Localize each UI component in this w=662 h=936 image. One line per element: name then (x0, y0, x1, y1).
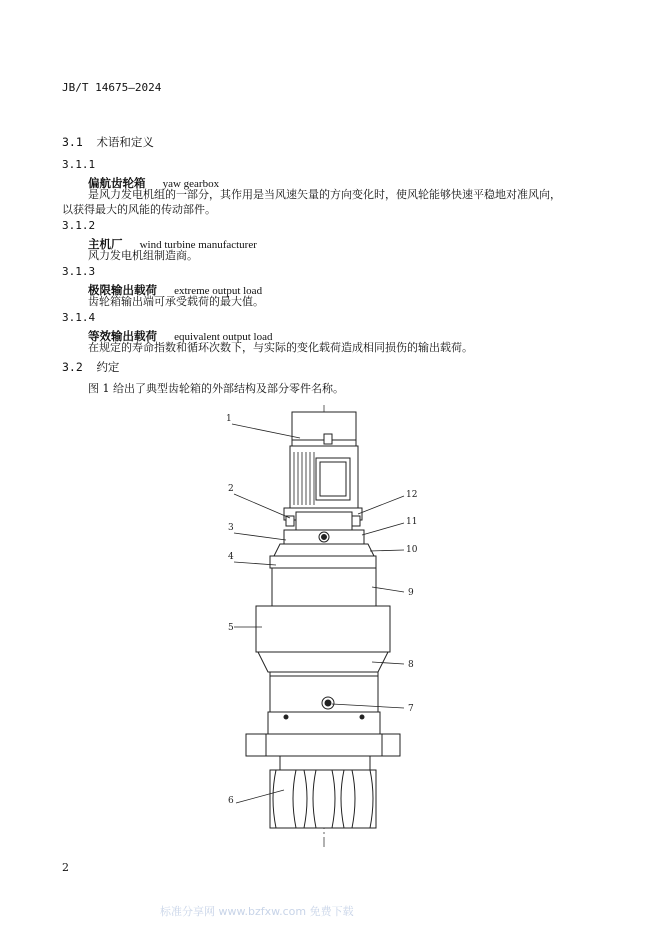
term-definition: 齿轮箱输出端可承受载荷的最大值。 (88, 295, 264, 308)
figure-intro: 图 1 给出了典型齿轮箱的外部结构及部分零件名称。 (88, 382, 344, 395)
term-en: extreme output load (174, 285, 263, 297)
term-cn: 极限输出载荷 (88, 283, 157, 297)
term-number: 3.1.1 (62, 158, 96, 171)
callout-5: 5 (228, 623, 234, 633)
term-definition: 是风力发电机组的一部分，其作用是当风速矢量的方向变化时，使风轮能够快速平稳地对准风向， (88, 188, 561, 201)
callout-11: 11 (406, 517, 418, 527)
callout-10: 10 (406, 545, 418, 555)
term-definition: 风力发电机组制造商。 (88, 249, 198, 262)
callout-7: 7 (408, 704, 414, 714)
term-cn: 等效输出载荷 (88, 329, 157, 343)
term-definition: 在规定的寿命指数和循环次数下，与实际的变化载荷造成相同损伤的输出载荷。 (88, 341, 473, 354)
term-cn: 偏航齿轮箱 (88, 176, 146, 190)
section-number: 3.2 (62, 360, 83, 374)
callout-2: 2 (228, 484, 234, 494)
callout-6: 6 (228, 796, 234, 806)
page-number: 2 (62, 861, 69, 874)
callout-4: 4 (228, 552, 234, 562)
term-number: 3.1.3 (62, 265, 96, 278)
section-title: 约定 (96, 360, 120, 374)
section-number: 3.1 (62, 135, 83, 149)
callout-1: 1 (226, 414, 232, 424)
callout-12: 12 (406, 490, 418, 500)
callout-3: 3 (228, 523, 234, 533)
callout-8: 8 (408, 660, 414, 670)
term-cn: 主机厂 (88, 237, 123, 251)
term-en: equivalent output load (174, 331, 273, 343)
term-number: 3.1.4 (62, 311, 96, 324)
standard-code: JB/T 14675—2024 (62, 81, 162, 94)
watermark: 标准分享网 www.bzfxw.com 免费下载 (160, 905, 354, 918)
term-definition-cont: 以获得最大的风能的传动部件。 (62, 203, 216, 216)
term-number: 3.1.2 (62, 219, 96, 232)
callout-9: 9 (408, 588, 414, 598)
section-title: 术语和定义 (96, 135, 154, 149)
term-en: wind turbine manufacturer (139, 239, 257, 251)
term-en: yaw gearbox (162, 178, 220, 190)
